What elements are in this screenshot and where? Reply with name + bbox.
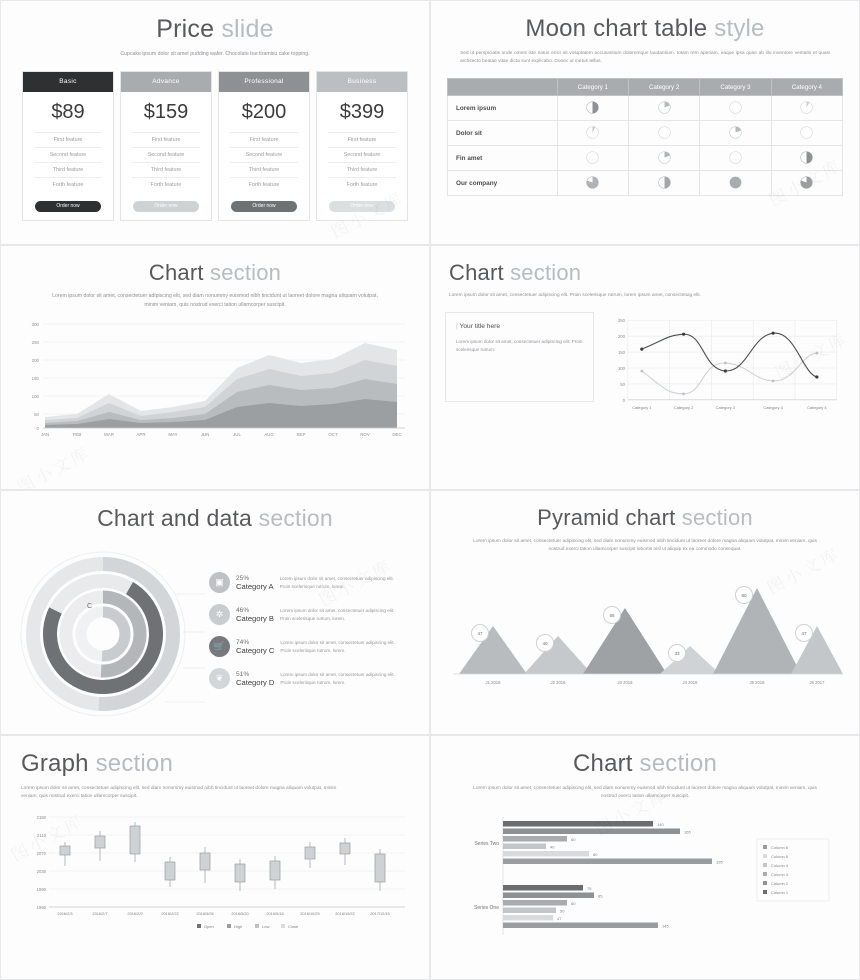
svg-text:47: 47 — [557, 916, 562, 922]
svg-text:250: 250 — [31, 339, 39, 345]
svg-text:MAY: MAY — [168, 431, 178, 437]
legend-description: Lorem ipsum dolor sit amet, consectetuer adipiscing elit. Proin scelerisque rutrum, lorem. — [280, 672, 395, 685]
page-title — [445, 505, 845, 531]
pyramid-bar — [713, 588, 801, 674]
page-title — [445, 260, 845, 286]
svg-text:Category 4: Category 4 — [763, 404, 784, 410]
svg-text:250: 250 — [618, 318, 626, 324]
legend-category: Category D — [236, 677, 275, 687]
plan-feature: Second feature — [328, 147, 396, 162]
moon-cell — [700, 171, 771, 196]
title-strong: Moon chart table — [525, 15, 708, 42]
plan-feature: Forth feature — [34, 177, 102, 192]
pyramid-value-badge: 47 — [471, 624, 489, 642]
slide-bar-chart — [430, 735, 860, 980]
svg-text:75: 75 — [587, 886, 592, 892]
legend-percent: 46% — [236, 606, 250, 614]
plan-feature: Second feature — [34, 147, 102, 162]
svg-text:OCT: OCT — [328, 431, 338, 437]
plan-feature: Forth feature — [328, 177, 396, 192]
svg-text:DEC: DEC — [392, 431, 402, 437]
slide-candlestick-chart — [0, 735, 430, 980]
svg-text:150: 150 — [618, 350, 626, 356]
svg-text:100: 100 — [618, 366, 626, 372]
plan-feature: First feature — [132, 132, 200, 147]
svg-text:Column 6: Column 6 — [771, 845, 789, 851]
col-header: Category 4 — [771, 79, 842, 96]
slide-price — [0, 0, 430, 245]
plan-feature: Third feature — [132, 162, 200, 177]
pricing-card[interactable] — [316, 71, 408, 221]
svg-text:50: 50 — [34, 411, 39, 417]
slide-area-chart — [0, 245, 430, 490]
svg-text:Category 3: Category 3 — [715, 404, 736, 410]
title-light: style — [714, 15, 765, 42]
callout-heading-text: Your title here — [459, 323, 501, 331]
title-strong: Chart — [572, 750, 633, 777]
slide-line-chart — [430, 245, 860, 490]
plan-name: Basic — [23, 72, 113, 92]
pyramid-value-badge: 40 — [536, 634, 554, 652]
order-now-button[interactable]: Order now — [329, 201, 395, 212]
moon-empty-icon — [800, 126, 813, 139]
pyramid-value-badge: 47 — [795, 624, 813, 642]
plan-feature: Second feature — [132, 147, 200, 162]
svg-text:150: 150 — [31, 375, 39, 381]
svg-text:Column 5: Column 5 — [771, 854, 789, 860]
pricing-cards — [19, 71, 411, 221]
row-label: Fin amet — [448, 146, 558, 171]
moon-cell — [629, 96, 700, 121]
moon-cell — [629, 121, 700, 146]
legend-description: Lorem ipsum dolor sit amet, consectetuer adipiscing elit. Proin scelerisque rutrum, lorem. — [279, 576, 394, 589]
moon-full-icon — [729, 176, 742, 189]
legend-category: Category C — [236, 645, 275, 655]
legend-description: Lorem ipsum dolor sit amet, consectetuer adipiscing elit. Proin scelerisque rutrum, lorem. — [280, 640, 395, 653]
moon-half-icon — [586, 101, 599, 114]
svg-text:85: 85 — [598, 893, 603, 899]
svg-text:Column 3: Column 3 — [771, 872, 789, 878]
moon-half-icon — [658, 176, 671, 189]
slide-subtitle: Lorem ipsum dolor sit amet, consectetuer adipiscing elit, sed diam nonummy euismod nibh tincidunt ut laoreet dolore magna aliquam volutpat, minim veniam, quis nostrud exerci tation ullamcorper suscipit lobortis nisl ut aliquip ex ea commodo consequat. — [473, 539, 817, 553]
moon-chart-table — [447, 78, 843, 196]
legend-description: Lorem ipsum dolor sit amet, consectetuer adipiscing elit. Proin scelerisque rutrum, lorem. — [280, 608, 395, 621]
svg-text:2016/10/22: 2016/10/22 — [335, 911, 355, 917]
moon-empty-icon — [658, 126, 671, 139]
svg-text:2016/2/9: 2016/2/9 — [127, 911, 143, 917]
svg-text:2016/2/7: 2016/2/7 — [92, 911, 108, 917]
legend-category: Category A — [236, 581, 274, 591]
svg-text:JUN: JUN — [200, 431, 210, 437]
line-chart — [606, 312, 845, 422]
moon-cell — [557, 96, 628, 121]
svg-text:2016/5/20: 2016/5/20 — [231, 911, 249, 917]
legend-item[interactable] — [209, 668, 415, 689]
row-label: Dolor sit — [448, 121, 558, 146]
title-light: slide — [221, 15, 274, 43]
svg-text:Low: Low — [262, 924, 270, 930]
svg-text:1990: 1990 — [36, 887, 46, 893]
legend-percent: 74% — [236, 638, 250, 646]
moon-quarter-icon — [658, 151, 671, 164]
svg-text:SEP: SEP — [296, 431, 306, 437]
svg-text:FEB: FEB — [72, 431, 82, 437]
pyramid-value-badge: 80 — [735, 586, 753, 604]
table-row — [448, 171, 843, 196]
page-title — [15, 260, 415, 286]
order-now-button[interactable]: Order now — [133, 201, 199, 212]
svg-text:J4 2016: J4 2016 — [682, 680, 698, 686]
svg-text:40: 40 — [550, 844, 555, 850]
svg-text:145: 145 — [662, 923, 669, 929]
plan-price: $89 — [51, 100, 85, 123]
candlestick-chart — [15, 809, 415, 937]
svg-text:0: 0 — [622, 397, 626, 403]
svg-text:200: 200 — [618, 334, 626, 340]
gear-icon: ✲ — [209, 604, 230, 625]
moon-cell — [629, 146, 700, 171]
svg-text:195: 195 — [716, 859, 723, 865]
area-chart — [15, 316, 415, 446]
plan-name: Business — [317, 72, 407, 92]
slide-subtitle: Lorem ipsum dolor sit amet, consectetuer adipiscing elit. Proin scelerisque rutrum, lorem ipsum amet, consectetuig elit. — [449, 293, 701, 298]
table-row — [448, 121, 843, 146]
callout-heading: | Your title here — [456, 323, 501, 331]
moon-quarter-icon — [658, 101, 671, 114]
svg-text:Category 2: Category 2 — [674, 404, 694, 410]
svg-text:2070: 2070 — [36, 851, 46, 857]
cart-icon: 🛒 — [209, 636, 230, 657]
moon-cell — [700, 146, 771, 171]
svg-text:J2 2016: J2 2016 — [550, 680, 566, 686]
moon-sliver-icon — [800, 101, 813, 114]
title-light: section — [258, 505, 333, 531]
moon-quarter-icon — [729, 126, 742, 139]
plan-feature: Forth feature — [230, 177, 298, 192]
svg-text:J3 2016: J3 2016 — [617, 680, 633, 686]
moon-three-quarter-icon — [800, 176, 813, 189]
svg-text:J6 2017: J6 2017 — [809, 680, 825, 686]
svg-text:J5 2016: J5 2016 — [749, 680, 765, 686]
series-label: Series Two — [474, 841, 499, 848]
svg-text:2016/2/3: 2016/2/3 — [57, 911, 73, 917]
pyramid-value-badge: 33 — [668, 644, 686, 662]
text-callout-box — [445, 312, 594, 402]
moon-cell — [771, 121, 842, 146]
slide-subtitle: Cupcake ipsum dolor sit amet pudding wafer. Chocolate bar tiramisu cake topping. — [120, 51, 310, 57]
col-header — [448, 79, 558, 96]
plan-feature: Third feature — [34, 162, 102, 177]
svg-text:2016/2/22: 2016/2/22 — [161, 911, 179, 917]
title-strong: Chart — [148, 260, 204, 285]
svg-text:0: 0 — [36, 425, 39, 431]
legend-item[interactable] — [209, 604, 415, 625]
pricing-card[interactable] — [120, 71, 212, 221]
svg-text:50: 50 — [560, 908, 565, 914]
svg-text:JUL: JUL — [233, 431, 241, 437]
pricing-card[interactable] — [22, 71, 114, 221]
svg-text:Column 1: Column 1 — [771, 890, 789, 896]
svg-text:300: 300 — [31, 321, 39, 327]
col-header: Category 2 — [629, 79, 700, 96]
svg-text:2030: 2030 — [36, 869, 46, 875]
svg-text:High: High — [234, 924, 243, 930]
svg-text:J1 2016: J1 2016 — [485, 680, 501, 686]
svg-text:80: 80 — [593, 852, 598, 858]
legend-item[interactable] — [209, 636, 415, 657]
svg-text:NOV: NOV — [360, 431, 370, 437]
series-label: Series One — [473, 905, 499, 912]
moon-cell — [771, 146, 842, 171]
order-now-button[interactable]: Order now — [231, 201, 297, 212]
plan-feature: First feature — [328, 132, 396, 147]
briefcase-icon: ▣ — [209, 572, 230, 593]
svg-text:MAR: MAR — [104, 431, 114, 437]
table-header-row — [448, 79, 843, 96]
plan-feature: Third feature — [328, 162, 396, 177]
svg-text:165: 165 — [684, 829, 691, 835]
svg-text:2017/12/15: 2017/12/15 — [370, 911, 390, 917]
plan-feature: First feature — [34, 132, 102, 147]
moon-cell — [557, 121, 628, 146]
watermark — [12, 439, 94, 490]
donut-center-label: C — [87, 603, 93, 610]
svg-text:200: 200 — [31, 357, 39, 363]
callout-body: Lorem ipsum dolor sit amet, consectetuer adipiscing elit. Proin scelerisque rutrum. — [456, 339, 583, 353]
slide-pyramid-chart — [430, 490, 860, 735]
svg-text:Category 4: Category 4 — [807, 404, 827, 410]
table-row — [448, 146, 843, 171]
svg-text:JAN: JAN — [40, 431, 50, 437]
svg-text:Column 4: Column 4 — [771, 863, 789, 869]
svg-text:AUG: AUG — [264, 431, 274, 437]
moon-empty-icon — [729, 151, 742, 164]
slide-donut-chart — [0, 490, 430, 735]
svg-text:2016/5/15: 2016/5/15 — [266, 911, 284, 917]
svg-text:60: 60 — [571, 837, 576, 843]
slide-subtitle: Lorem ipsum dolor sit amet, consectetuer adipiscing elit, sed diam nonummy euismod nibh tincidunt ut laoreet dolore magna aliquam volutpat, minim veniam, quis nostrud exerci tation ullamcorper suscipit. — [21, 786, 337, 800]
svg-text:100: 100 — [31, 393, 39, 399]
moon-cell — [771, 96, 842, 121]
slide-subtitle: Sed ut perspiciatis unde omnis iste natus error sit voluptatem accusantium doloremque laudantium, totam rem aperiam, eaque ipsa quae ab illo inventore veritatis et quasi architecto beatae vitae dicta sunt explicabo. Donec ut metus tellus. — [460, 51, 830, 65]
svg-text:140: 140 — [657, 822, 664, 828]
svg-text:Category 1: Category 1 — [632, 404, 652, 410]
svg-text:Open: Open — [204, 924, 214, 930]
moon-cell — [700, 96, 771, 121]
row-label: Our company — [448, 171, 558, 196]
title-strong: Chart — [449, 260, 504, 285]
plan-price: $399 — [339, 100, 385, 123]
page-title — [447, 15, 843, 43]
legend-percent: 25% — [236, 574, 250, 582]
pyramid-value-badge: 56 — [603, 606, 621, 624]
legend-item[interactable] — [209, 572, 415, 593]
page-title — [19, 15, 411, 44]
pyramid-chart — [445, 562, 845, 702]
slide-subtitle: Lorem ipsum dolor sit amet, consectetuer adipiscing elit, sed diam nonummy euismod nibh tincidunt ut laoreet dolore magna aliquam volutpat, minim veniam, quis nostrud exerci tation ullamcorper suscipit. — [473, 786, 817, 800]
moon-sliver-icon — [586, 126, 599, 139]
svg-text:2016/5/26: 2016/5/26 — [196, 911, 214, 917]
svg-text:1950: 1950 — [36, 905, 46, 911]
leaf-icon: ❦ — [209, 668, 230, 689]
title-light: section — [681, 505, 753, 530]
plan-name: Professional — [219, 72, 309, 92]
horizontal-bar-chart — [445, 811, 845, 951]
legend-category: Category B — [236, 613, 274, 623]
svg-text:Column 2: Column 2 — [771, 881, 789, 887]
table-row — [448, 96, 843, 121]
pyramid-bar — [583, 608, 667, 674]
plan-feature: Third feature — [230, 162, 298, 177]
plan-feature: First feature — [230, 132, 298, 147]
title-strong: Price — [156, 15, 215, 43]
pricing-card[interactable] — [218, 71, 310, 221]
moon-cell — [557, 146, 628, 171]
donut-chart — [15, 546, 205, 726]
plan-price: $159 — [143, 100, 189, 123]
moon-empty-icon — [586, 151, 599, 164]
title-light: section — [639, 750, 717, 777]
svg-text:Close: Close — [288, 924, 299, 930]
plan-name: Advance — [121, 72, 211, 92]
svg-text:2150: 2150 — [36, 815, 46, 821]
pyramid-bar — [524, 636, 592, 674]
moon-three-quarter-icon — [586, 176, 599, 189]
moon-cell — [700, 121, 771, 146]
slide-moon-table — [430, 0, 860, 245]
svg-text:60: 60 — [571, 901, 576, 907]
col-header: Category 1 — [557, 79, 628, 96]
page-title — [15, 750, 415, 778]
slide-subtitle: Lorem ipsum dolor sit amet, consectetuer adipiscing elit, sed diam nonummy euismod nibh tincidunt ut laoreet dolore magna aliquam volutpat, minim veniam, quis nostrud exerci tation ullamcorper suscipit. — [52, 293, 378, 308]
moon-cell — [629, 171, 700, 196]
svg-text:2110: 2110 — [36, 833, 46, 839]
col-header: Category 3 — [700, 79, 771, 96]
plan-price: $200 — [241, 100, 287, 123]
svg-text:2016/10/29: 2016/10/29 — [300, 911, 320, 917]
row-label: Lorem ipsum — [448, 96, 558, 121]
title-light: section — [510, 260, 582, 285]
legend-percent: 51% — [236, 670, 250, 678]
plan-feature: Forth feature — [132, 177, 200, 192]
plan-feature: Second feature — [230, 147, 298, 162]
svg-text:APR: APR — [136, 431, 146, 437]
page-title — [445, 750, 845, 778]
order-now-button[interactable]: Order now — [35, 201, 101, 212]
pyramid-bar — [459, 626, 527, 674]
title-light: section — [95, 750, 174, 777]
page-title — [15, 505, 415, 532]
moon-cell — [557, 171, 628, 196]
moon-half-icon — [800, 151, 813, 164]
moon-cell — [771, 171, 842, 196]
svg-text:50: 50 — [620, 382, 626, 388]
title-strong: Chart and data — [97, 505, 253, 531]
moon-empty-icon — [729, 101, 742, 114]
title-strong: Graph — [21, 750, 89, 777]
title-light: section — [210, 260, 282, 285]
title-strong: Pyramid chart — [537, 505, 676, 530]
